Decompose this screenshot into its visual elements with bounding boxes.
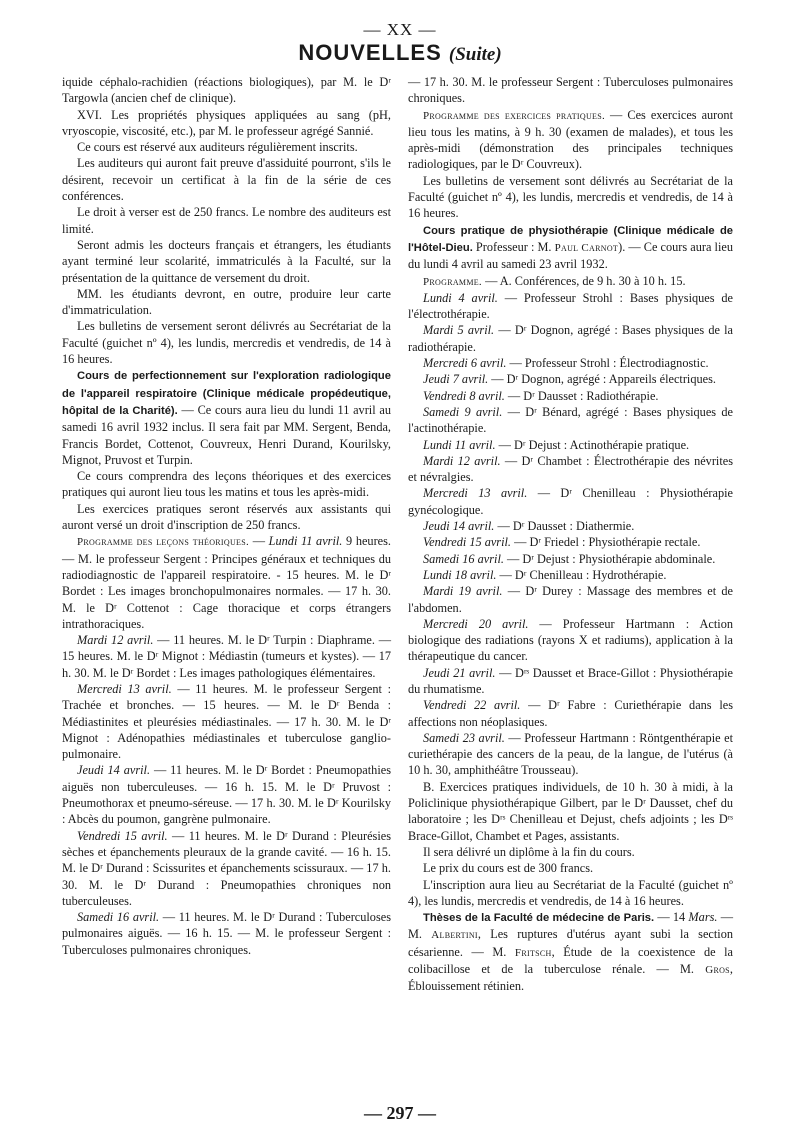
section-title bbox=[0, 40, 800, 66]
date-label: Mars. bbox=[688, 910, 718, 925]
course-heading: Cours pratique de physiothérapie (Clinique médicale de l'Hôtel-Dieu. bbox=[408, 224, 733, 254]
program-heading: Programme des exercices pratiques. bbox=[423, 109, 606, 122]
paragraph bbox=[62, 681, 391, 762]
schedule-entry bbox=[408, 730, 733, 779]
left-column bbox=[62, 74, 391, 958]
entry-text: — Dʳ Bénard, agrégé : Bases physiques de l'actinothérapie. bbox=[408, 404, 733, 436]
page-number-roman: — XX — bbox=[363, 20, 437, 39]
paragraph-text: ). — Ce cours aura lieu du lundi 4 avril au samedi 23 avril 1932. bbox=[408, 239, 733, 272]
paragraph: MM. les étudiants devront, en outre, produire leur carte d'immatriculation. bbox=[62, 286, 391, 318]
paragraph-text: — Ce cours aura lieu du lundi 11 avril au samedi 16 avril 1932 inclus. Il sera fait par MM. Sergent, Benda, Francis Bordet, Cottenot, Couvreux, Henri Durand, Kourilsky, Mignot, Pruvost et Turpin. bbox=[62, 402, 391, 467]
entry-text: — Professeur Hartmann : Action biologique des radiations (rayons X et radiums), application à la thérapeutique du cancer. bbox=[408, 616, 733, 664]
date-label: Samedi 16 avril. bbox=[423, 551, 504, 566]
page-number: — 297 — bbox=[364, 1103, 436, 1123]
theses-heading: Thèses de la Faculté de médecine de Paris. bbox=[423, 912, 655, 925]
entry-text: — Professeur Strohl : Bases physiques de l'électrothérapie. bbox=[408, 290, 734, 322]
date-label: Mercredi 6 avril. bbox=[423, 356, 507, 371]
paragraph bbox=[62, 762, 391, 827]
paragraph-text: 9 heures. — M. le professeur Sergent : Principes généraux et techniques du radiodiagnostic de l'appareil respiratoire. - 15 heures. M. le Dʳ Bordet : Les images bronchopulmonaires normales. — 17 h. 30. M. le Dʳ Cottenot : Cage thoracique et corps étrangers intrathoraciques. bbox=[62, 534, 391, 631]
entry-text: — Dʳ Fabre : Curiethérapie dans les affections non néoplasiques. bbox=[408, 698, 734, 729]
paragraph-text: — 11 heures. M. le professeur Sergent : Trachée et bronches. — 15 heures. — M. le Dʳ Benda : Médiastinites et pleurésies médiastinales. — 17 h. 30. M. le Dʳ Mignot : Adénopathies médiastinales et tuberculose ganglio-pulmonaire. bbox=[62, 681, 391, 762]
date-label: Mardi 5 avril. bbox=[423, 323, 495, 338]
author-name: Gros bbox=[705, 964, 730, 977]
paragraph: iquide céphalo-rachidien (réactions biologiques), par M. le Dʳ Targowla (ancien chef de clinique). bbox=[62, 75, 391, 106]
course-heading: Cours de perfectionnement sur l'exploration radiologique de l'appareil respiratoire (Clinique médicale propédeutique, hôpital de la Charité). bbox=[62, 370, 391, 417]
date-label: Mardi 12 avril. bbox=[423, 453, 501, 468]
date-label: Lundi 18 avril. bbox=[423, 567, 497, 582]
schedule-entry bbox=[408, 697, 733, 730]
schedule-entry bbox=[408, 551, 733, 567]
entry-text: — Dʳ Dejust : Actinothérapie pratique. bbox=[495, 437, 690, 452]
date-label: Vendredi 15 avril. bbox=[77, 828, 168, 843]
paragraph: Le prix du cours est de 300 francs. bbox=[423, 861, 594, 876]
paragraph-text: — A. Conférences, de 9 h. 30 à 10 h. 15. bbox=[482, 273, 686, 288]
paragraph-text: , Étude de la coexistence de la colibacillose et de la tuberculose rénale. — M. bbox=[408, 944, 733, 977]
entry-text: — Dʳ Dognon, agrégé : Appareils électriques. bbox=[488, 372, 716, 387]
entry-text: — Dʳ Dejust : Physiothérapie abdominale. bbox=[503, 551, 716, 566]
schedule-entry bbox=[408, 518, 733, 534]
paragraph: L'inscription aura lieu au Secrétariat de la Faculté (guichet nº 4), les lundis, mercredis et vendredis, de 14 à 16 heures. bbox=[408, 877, 733, 908]
title-text: NOUVELLES bbox=[298, 40, 442, 65]
date-label: Samedi 9 avril. bbox=[423, 404, 503, 419]
paragraph: XVI. Les propriétés physiques appliquées au sang (pH, vryoscopie, viscosité, etc.), par M. le professeur agrégé Sannié. bbox=[62, 107, 391, 138]
schedule-entry bbox=[408, 371, 733, 387]
schedule-entry bbox=[408, 453, 733, 486]
paragraph bbox=[62, 367, 391, 468]
author-name: Albertini bbox=[431, 929, 478, 942]
date-label: Jeudi 14 avril. bbox=[423, 519, 495, 534]
paragraph bbox=[408, 222, 733, 273]
entry-text: — Dʳ Durey : Massage des membres et de l'abdomen. bbox=[408, 584, 734, 615]
schedule-entry bbox=[408, 404, 733, 437]
paragraph: B. Exercices pratiques individuels, de 10 h. 30 à midi, à la Policlinique physiothérapique Gilbert, par le Dʳ Dausset, chef du laboratoire ; les Dʳˢ Chenilleau et Dejust, chefs adjoints ; les Dʳˢ Brace-Gillot, Chambet et Pages, assistants. bbox=[408, 779, 733, 843]
entry-text: — Dʳ Dognon, agrégé : Bases physiques de la radiothérapie. bbox=[408, 323, 733, 354]
date-label: Vendredi 15 avril. bbox=[423, 535, 511, 550]
paragraph-text: , Éblouissement rétinien. bbox=[408, 962, 733, 994]
author-name: Fritsch bbox=[514, 946, 552, 959]
paragraph-text: — M. bbox=[408, 910, 733, 942]
paragraph: Seront admis les docteurs français et étrangers, les étudiants ayant terminé leur scolarité, immatriculés à la Faculté, sur la présentation de la quittance de versement du droit. bbox=[62, 237, 391, 285]
entry-text: — Dʳ Chambet : Électrothérapie des névrites et névralgies. bbox=[408, 453, 733, 485]
paragraph: Les bulletins de versement seront délivrés au Secrétariat de la Faculté (guichet nº 4), les lundis, mercredis et vendredis, de 14 à 16 heures. bbox=[62, 319, 391, 367]
schedule-entry bbox=[408, 355, 733, 371]
paragraph-text: — 11 heures. M. le Dʳ Durand : Pleurésies sèches et épanchements pleuraux de la grande cavité. — 16 h. 15. M. le Dʳ Durand : Scissurites et épanchements scissuraux. — 17 h. 30. M. le Dʳ Durand : Pneumopathies chroniques non tuberculeuses. bbox=[62, 828, 391, 908]
paragraph: Les exercices pratiques seront réservés aux assistants qui auront versé un droit d'inscription de 250 francs. bbox=[62, 501, 391, 533]
paragraph-text: — 11 heures. M. le Dʳ Bordet : Pneumopathies aiguës non tuberculeuses. — 16 h. 15. M. le Dʳ Pruvost : Pneumothorax et pneumo-séreuse. — 17 h. 30. M. le Dʳ Kourilsky : Abcès du poumon, gangrène pulmonaire. bbox=[62, 763, 391, 827]
paragraph-text: — 14 bbox=[654, 910, 689, 925]
date-label: Samedi 16 avril. bbox=[77, 910, 160, 925]
schedule-entry bbox=[408, 437, 733, 453]
paragraph: Les auditeurs qui auront fait preuve d'assiduité pourront, s'ils le désirent, recevoir un certificat à la fin de la série de ces conférences. bbox=[62, 156, 391, 204]
paragraph bbox=[62, 632, 391, 681]
paragraph: — 17 h. 30. M. le professeur Sergent : Tuberculoses pulmonaires chroniques. bbox=[408, 75, 733, 106]
entry-text: — Dʳ Chenilleau : Hydrothérapie. bbox=[496, 567, 667, 582]
paragraph bbox=[408, 909, 733, 994]
date-label: Mardi 12 avril. bbox=[77, 633, 154, 648]
entry-text: — Dʳ Friedel : Physiothérapie rectale. bbox=[511, 535, 701, 550]
professor-name: Paul Carnot bbox=[554, 241, 619, 254]
entry-text: — Professeur Hartmann : Röntgenthérapie et curiethérapie des cancers de la peau, de la langue, de l'utérus (à 10 h. 30, amphithéâtre Trousseau). bbox=[408, 730, 733, 778]
paragraph: Ce cours comprendra des leçons théoriques et des exercices pratiques qui auront lieu tous les matins et tous les après-midi. bbox=[62, 469, 391, 500]
paragraph: Ce cours est réservé aux auditeurs régulièrement inscrits. bbox=[77, 140, 358, 155]
date-label: Mardi 19 avril. bbox=[423, 584, 503, 599]
entry-text: — Dʳˢ Dausset et Brace-Gillot : Physiothérapie du rhumatisme. bbox=[408, 665, 734, 696]
schedule-entry bbox=[408, 290, 733, 323]
right-column bbox=[408, 74, 733, 995]
date-label: Jeudi 7 avril. bbox=[423, 372, 489, 387]
schedule-entry bbox=[408, 322, 733, 355]
date-label: Samedi 23 avril. bbox=[423, 730, 505, 745]
date-label: Jeudi 21 avril. bbox=[423, 665, 496, 680]
date-label: Jeudi 14 avril. bbox=[77, 763, 151, 778]
entry-text: — Dʳ Dausset : Radiothérapie. bbox=[504, 388, 659, 403]
paragraph bbox=[408, 107, 733, 173]
date-label: Mercredi 13 avril. bbox=[77, 681, 172, 696]
date-label: Lundi 4 avril. bbox=[423, 290, 498, 305]
date-label: Lundi 11 avril. bbox=[423, 437, 496, 452]
paragraph: Programme des leçons théoriques. — Lundi 11 avril. 9 heures. — M. le professeur Sergent : Principes généraux et techniques du radiodiagnostic de l'appareil respiratoire. - 15 heures. M. le Dʳ Bordet : Les images bronchopulmonaires normales. — 17 h. 30. M. le Dʳ Cottenot : Cage thoracique et corps étrangers intrathoraciques. bbox=[62, 534, 391, 631]
schedule-entry bbox=[408, 665, 733, 698]
paragraph-text: — 11 heures. M. le Dʳ Turpin : Diaphrame. — 15 heures. M. le Dʳ Mignot : Médiastin (tumeurs et kystes). — 17 h. 30. M. le Dʳ Bordet : Les images pathologiques élémentaires. bbox=[62, 633, 391, 680]
paragraph: Il sera délivré un diplôme à la fin du cours. bbox=[423, 844, 635, 859]
paragraph: Les bulletins de versement sont délivrés au Secrétariat de la Faculté (guichet nº 4), les lundis, mercredis et vendredis, de 14 à 16 heures. bbox=[408, 173, 733, 221]
schedule-entry bbox=[408, 485, 733, 518]
paragraph: Le droit à verser est de 250 francs. Le nombre des auditeurs est limité. bbox=[62, 205, 391, 236]
schedule-entry bbox=[408, 616, 733, 665]
date-label: Mercredi 13 avril. bbox=[423, 486, 528, 501]
date-label: Lundi 11 avril. bbox=[268, 534, 343, 549]
title-suite: (Suite) bbox=[448, 44, 502, 65]
paragraph bbox=[408, 273, 733, 290]
paragraph-text: — Ces exercices auront lieu tous les matins, à 9 h. 30 (examen de malades), et tous les après-midi (démonstration des principales techniques radiologiques, par le Dʳ Couvreux). bbox=[408, 107, 733, 172]
schedule-entry bbox=[408, 567, 733, 583]
paragraph-text: Professeur : M. bbox=[472, 239, 555, 254]
schedule-entry bbox=[408, 534, 733, 550]
program-heading: Programme. bbox=[423, 275, 482, 288]
paragraph-text: — 11 heures. M. le Dʳ Durand : Tuberculoses pulmonaires aiguës. — 16 h. 15. — M. le professeur Sergent : Tuberculoses pulmonaires chroniques. bbox=[62, 910, 391, 957]
paragraph bbox=[62, 909, 391, 958]
schedule-entry bbox=[408, 388, 733, 404]
program-heading: Programme des leçons théoriques. bbox=[77, 536, 250, 549]
paragraph-text: , Les ruptures d'utérus ayant subi la section césarienne. — M. bbox=[408, 927, 733, 959]
date-label: Vendredi 22 avril. bbox=[423, 698, 521, 713]
paragraph bbox=[62, 828, 391, 909]
date-label: Vendredi 8 avril. bbox=[423, 388, 505, 403]
schedule-entry bbox=[408, 583, 733, 616]
entry-text: — Professeur Strohl : Électrodiagnostic. bbox=[506, 356, 709, 371]
entry-text: — Dʳ Chenilleau : Physiothérapie gynécologique. bbox=[408, 486, 733, 517]
entry-text: — Dʳ Dausset : Diathermie. bbox=[494, 519, 635, 534]
date-label: Mercredi 20 avril. bbox=[423, 616, 529, 631]
